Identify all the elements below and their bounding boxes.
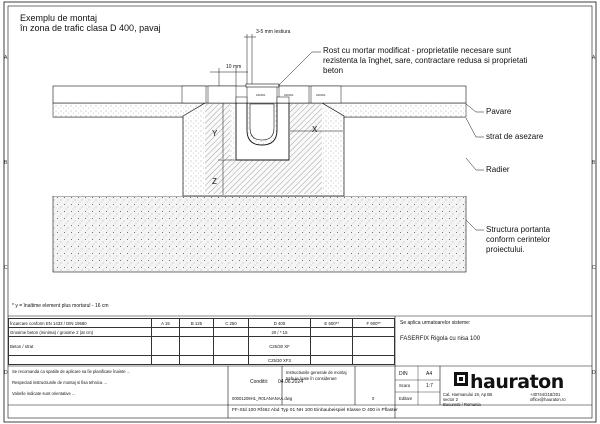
load-class-header: Încarcare conform EN 1433 / DIN 19580 [9,319,152,328]
note-2: Respectati instructiunile de montaj si fisa tehnica ... [12,380,107,385]
note-1: Se recomanda ca spatiile de aplicare sa fie planificate înainte ... [12,369,131,374]
scale-label: Scara [399,383,410,388]
instructions-line1: Instructiunile generale de montaj [286,370,347,375]
svg-text:100/30/4: 100/30/4 [256,94,266,97]
instructions-line2: trebuie luate în considerare [286,376,337,381]
structura-label-line1: Structura portanta [486,225,551,234]
radier-label: Radier [486,165,510,174]
thickness-label: Grosime beton (minima) / grosime 2 (at cm) [9,328,152,337]
drawing-title-line2: în zona de trafic clasa D 400, pavaj [20,23,161,33]
company-phone: +40744/218/201 [530,392,561,397]
concrete-xf3-value: C25/30 XF3 [248,356,310,365]
product-name: FASERFIX Rigola cu nisa 100 [400,336,481,342]
frame-letter-left-b: B [4,160,8,166]
svg-text:100/30/4: 100/30/4 [316,94,326,97]
frame-letter-right-d: D [592,370,596,376]
class-c250: C 250 [214,319,249,328]
scale-value: 1:7 [426,383,433,389]
structura-label-line3: proiectului. [486,245,525,254]
company-email: office@hauraton.ro [530,397,566,402]
load-class-table [8,318,395,365]
company-name: hauraton [470,371,564,393]
product-header: Se aplica urmatoarelor sisteme: [400,320,471,326]
company-address2: sector 2 [443,397,458,402]
format-value: A4 [426,371,433,377]
x-dimension: X [312,125,318,134]
class-f900: F 900** [353,319,395,328]
company-address3: Bucuresti / Romania [443,402,481,407]
drawing-title-line1: Exemplu de montaj [20,13,98,23]
y-dimension: Y [212,129,218,138]
date-value: 04.06.2024 [278,379,304,385]
frame-letter-left-a: A [4,55,8,61]
file-name: 00001209H1_R01ANANAA.dwg [232,396,293,401]
ten-mm-dimension: 10 mm [226,64,242,70]
note-3: Valorile indicate sunt orientative ... [12,391,76,396]
concrete-label: Beton / strat [9,337,152,356]
concrete-value: C25/30 XF [248,337,310,356]
format-label: DIN [399,371,408,377]
structura-portanta-layer [53,196,466,272]
structura-label-line2: conform cerintelor [486,235,551,244]
revision-value: 0 [372,396,375,401]
gap-dimension: 3-5 mm lestiura [256,29,291,35]
frame-letter-right-b: B [592,160,596,166]
strat-label: strat de asezare [486,132,544,141]
class-a15: A 15 [152,319,180,328]
rost-label-line1: Rost cu mortar modificat - proprietatile necesare sunt [323,46,512,55]
z-dimension: Z [212,177,217,186]
class-b125: B 125 [179,319,213,328]
class-d400: D 400 [248,319,310,328]
rost-label-line3: beton [323,66,344,75]
frame-letter-right-c: C [592,265,596,271]
frame-letter-left-d: D [4,370,8,376]
class-e600: E 600** [311,319,353,328]
svg-text:100/30/4: 100/30/4 [284,94,294,97]
sheet-label: Editare [399,396,413,401]
conditii-label: Conditii: [250,379,269,385]
thickness-value: 20 / * 15 [248,328,310,337]
footnote: * y = înaltime element plus mortarul - 16 cm [12,303,109,309]
company-address1: Cal. Harmanului 19, Ap B5 [443,392,493,397]
frame-letter-left-c: C [4,265,8,271]
pavare-label: Pavare [486,107,512,116]
rost-label-line2: rezistenta la înghet, sare, contractare redusa si proprietati [323,56,528,65]
footer-description: FF-Std 100 Rf46z Abd Typ 01 NH 100 Einbaubeispiel Klasse D 400 in Pflaster [232,408,398,413]
frame-letter-right-a: A [592,55,596,61]
